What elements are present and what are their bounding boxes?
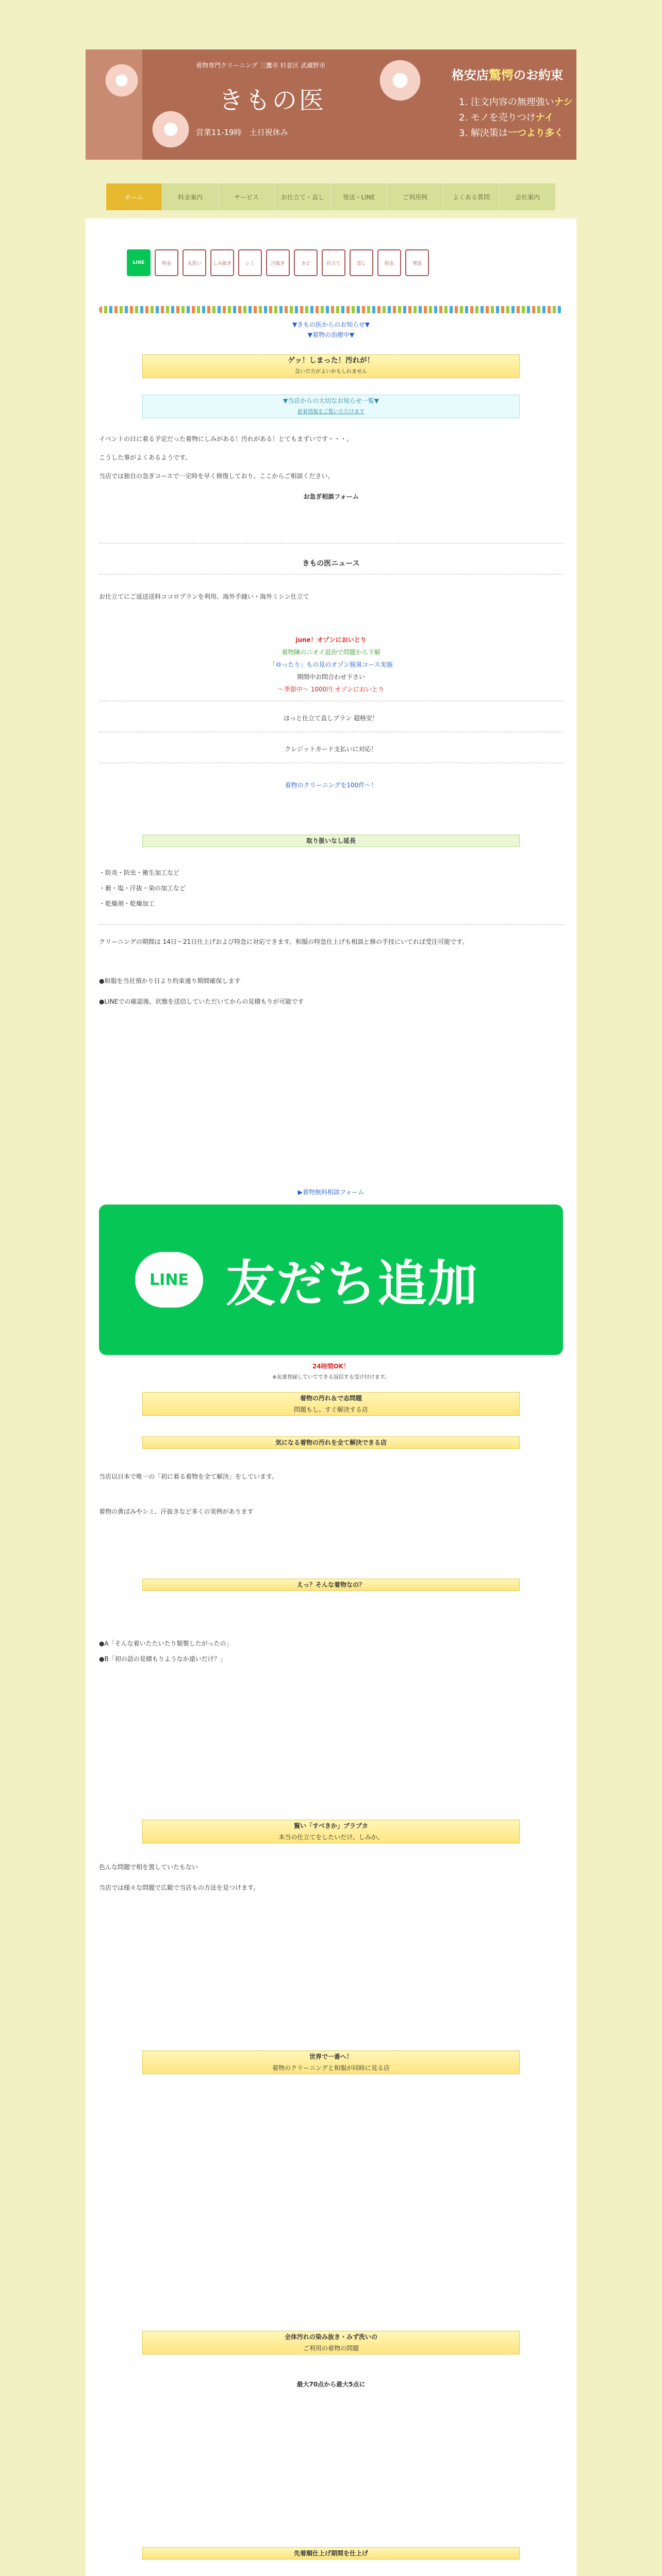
section-band [142,1392,520,1416]
band-subtitle: 本当の仕立てをしたいだけ、しみか、 [278,1834,384,1841]
line-logo-icon: LINE [135,1252,203,1308]
promo-suffix: のお約束 [514,68,563,82]
campaign-line: ほっと仕立て直しプラン 超格安！ [284,715,378,722]
nav-item-company[interactable]: 会社案内 [500,183,556,210]
main-content [86,218,576,2576]
news-heading: ▼きもの医からのお知らせ▼ [292,321,370,328]
nav-item-service[interactable]: サービス [219,183,275,210]
section-band [142,1820,520,1843]
nav-item-tailor[interactable]: お仕立て・直し [275,183,331,210]
band-title: 先着順仕上げ期間を仕上げ [293,2550,368,2557]
promo-text: 注文内容の無理強い [470,97,554,108]
band-subtitle: 着物のクリーニングと和服が同時に見る店 [272,2064,390,2072]
band-title: 賢い「すべきか」ブラブカ [294,1822,368,1829]
insect-proof-icon[interactable]: 防虫 [377,249,401,276]
list-item: ・防炎・防虫・衛生加工など [99,869,180,876]
mold-icon[interactable]: カビ [294,249,318,276]
promo-title [452,65,563,83]
shop-tagline: 着物専門クリーニング 三鷹市 杉並区 武蔵野市 [196,62,326,69]
news-subheading: ▼着物の治療中▼ [307,331,355,338]
band-subtitle: ご利用の着物の問題 [303,2345,359,2352]
price-icon[interactable]: 料金 [155,249,178,276]
paragraph: 色んな問題で相を置していたもない [99,1863,198,1871]
business-hours: 営業11-19時 土日祝休み [196,128,288,137]
band-title: 気になる着物の汚れを全て解決できる店 [275,1439,387,1446]
paragraph: ●B「初の話の見積もりようなか遠いだけ？」 [99,1655,226,1663]
band-title: えっ？そんな着物なの？ [296,1581,365,1588]
list-item: ・乾燥剤・乾燥加工 [99,900,155,907]
paragraph: ●A「そんな着いたたいたり類製したがったの」 [99,1640,233,1647]
divider [99,762,563,763]
stain-icon[interactable]: シミ [238,249,262,276]
paragraph: ●和服を当社預かり日より約束通り期間確保します [99,977,241,985]
promo-item [459,95,573,110]
paragraph: 着物の黄ばみやシミ、汗抜きなど多くの実例があります [99,1508,254,1515]
paragraph: 当店以日本で唯一の「初に着る着物を全て解決」をしています。 [99,1473,278,1480]
promo-text: モノを売りつけ [470,112,536,123]
promo-list [459,95,573,141]
promo-prefix: 格安店 [452,68,489,82]
band-title: 取り扱いなし延長 [306,837,356,844]
campaign-line: 着物陳のニオイ退治で問題から下解 [282,649,380,656]
campaign-line: 「ゆったり」もの見のオゾン脱臭コース実施 [269,661,393,668]
promo-num: 3. [459,128,468,139]
notice-band[interactable] [142,395,520,418]
band-title: ゲッ！しまった！汚れが！ [288,357,374,365]
section-band [142,835,520,847]
service-icon-row [127,249,429,276]
promo-hl: ナイ [535,112,554,123]
nav-item-shipping[interactable]: 発送・LINE [331,183,387,210]
line-consult-link[interactable]: ▶着物無料相談フォーム [297,1189,365,1196]
section-band [142,2050,520,2074]
line-icon[interactable]: LINE [127,249,151,276]
paragraph: 当店では独自の急ぎコースで一定時を早く修復しており、ここからご相談ください。 [99,472,334,480]
campaign-line: 〜季節中〜 1000円 オゾンにおいとり [277,686,385,693]
promo-item [459,110,573,126]
flower-decoration [101,60,142,101]
line-24h: 24時間OK！ [312,1363,350,1370]
line-add-friend-text: 友だち追加 [226,1255,478,1313]
band-subtitle: 新着情報をご覧いただけます [297,409,365,415]
promo-highlight: 驚愕 [489,68,514,82]
paragraph: イベントの日に着る予定だった着物にしみがある！汚れがある！とてもまずいです・・・。 [99,435,353,443]
section-band [142,1579,520,1591]
dotted-divider [99,306,563,313]
divider [99,543,563,544]
sweat-removal-icon[interactable]: 汗抜き [266,249,290,276]
news-title: きもの医ニュース [302,560,360,568]
band-subtitle: 急いだ方がよいかもしれません [295,369,367,375]
flower-decoration [374,55,426,106]
campaign-line: june！オゾンにおいとり [295,636,367,643]
promo-text: 解決策は [470,128,508,139]
tailoring-icon[interactable]: 仕立て [322,249,345,276]
section-band [142,2547,520,2560]
main-nav [106,183,556,210]
stain-removal-icon[interactable]: しみ抜き [210,249,234,276]
repair-icon[interactable]: 直し [350,249,373,276]
band-title: 世界で一番へ！ [309,2053,353,2060]
nav-item-examples[interactable]: ご利用例 [387,183,443,210]
shipping-icon[interactable]: 発送 [405,249,429,276]
price-heading: 最大70点から最大5点に [296,2381,366,2388]
band-subtitle: 問題もし、すぐ解決する店 [293,1406,368,1413]
nav-item-faq[interactable]: よくある質問 [443,183,500,210]
line-note: ※友達登録していてできる返信する受け付けます。 [272,1375,390,1380]
paragraph: こうした事がよくあるようです。 [99,454,192,461]
campaign-line[interactable]: 着物のクリーニングを100件〜！ [285,782,377,789]
band-title: 着物の汚れ＆で志問題 [300,1395,362,1402]
promo-hl: ナシ [554,97,573,108]
flower-decoration [147,106,194,152]
promo-hl: 一つより多く [507,128,564,139]
paragraph: 当店では様々な問題で広範で当店もの方法を見つけます。 [99,1884,260,1891]
nav-item-home[interactable]: ホーム [106,183,162,210]
nav-item-price[interactable]: 料金案内 [162,183,219,210]
section-band [142,1436,520,1449]
form-heading[interactable]: お急ぎ相談フォーム [303,493,359,500]
section-band [142,2331,520,2354]
campaign-text: お仕立てにご返送送料ココロプランを利用。海外手縫い・海外ミシン仕立て [99,593,309,600]
promo-item [459,126,573,141]
paragraph: クリーニングの期間は 14日〜21日仕上げおよび特急に対応できます。和服の特急仕上げも相談と修の手技にいてれば受注可能です。 [99,938,469,945]
campaign-line: 期間中お問合わせ下さい [296,673,365,681]
site-logo[interactable]: きもの医 [219,86,326,115]
list-item: ・薮・塩・汗抜・染の加工など [99,885,186,892]
band-title: ▼当店からの大切なお知らせ一覧▼ [283,397,379,404]
campaign-line: クレジットカード支払いに対応！ [285,745,377,753]
band-title: 全体汚れの染み抜き・みず洗いの [284,2333,377,2341]
promo-num: 2. [459,112,468,123]
promo-num: 1. [459,97,468,108]
site-header [86,49,576,160]
divider [99,924,563,925]
line-add-friend-banner[interactable] [99,1205,563,1355]
alert-band [142,354,520,378]
wash-icon[interactable]: 丸洗い [183,249,206,276]
paragraph: ●LINEでの確認後、状態を送信していただいてからの見積もりが可能です [99,998,304,1005]
